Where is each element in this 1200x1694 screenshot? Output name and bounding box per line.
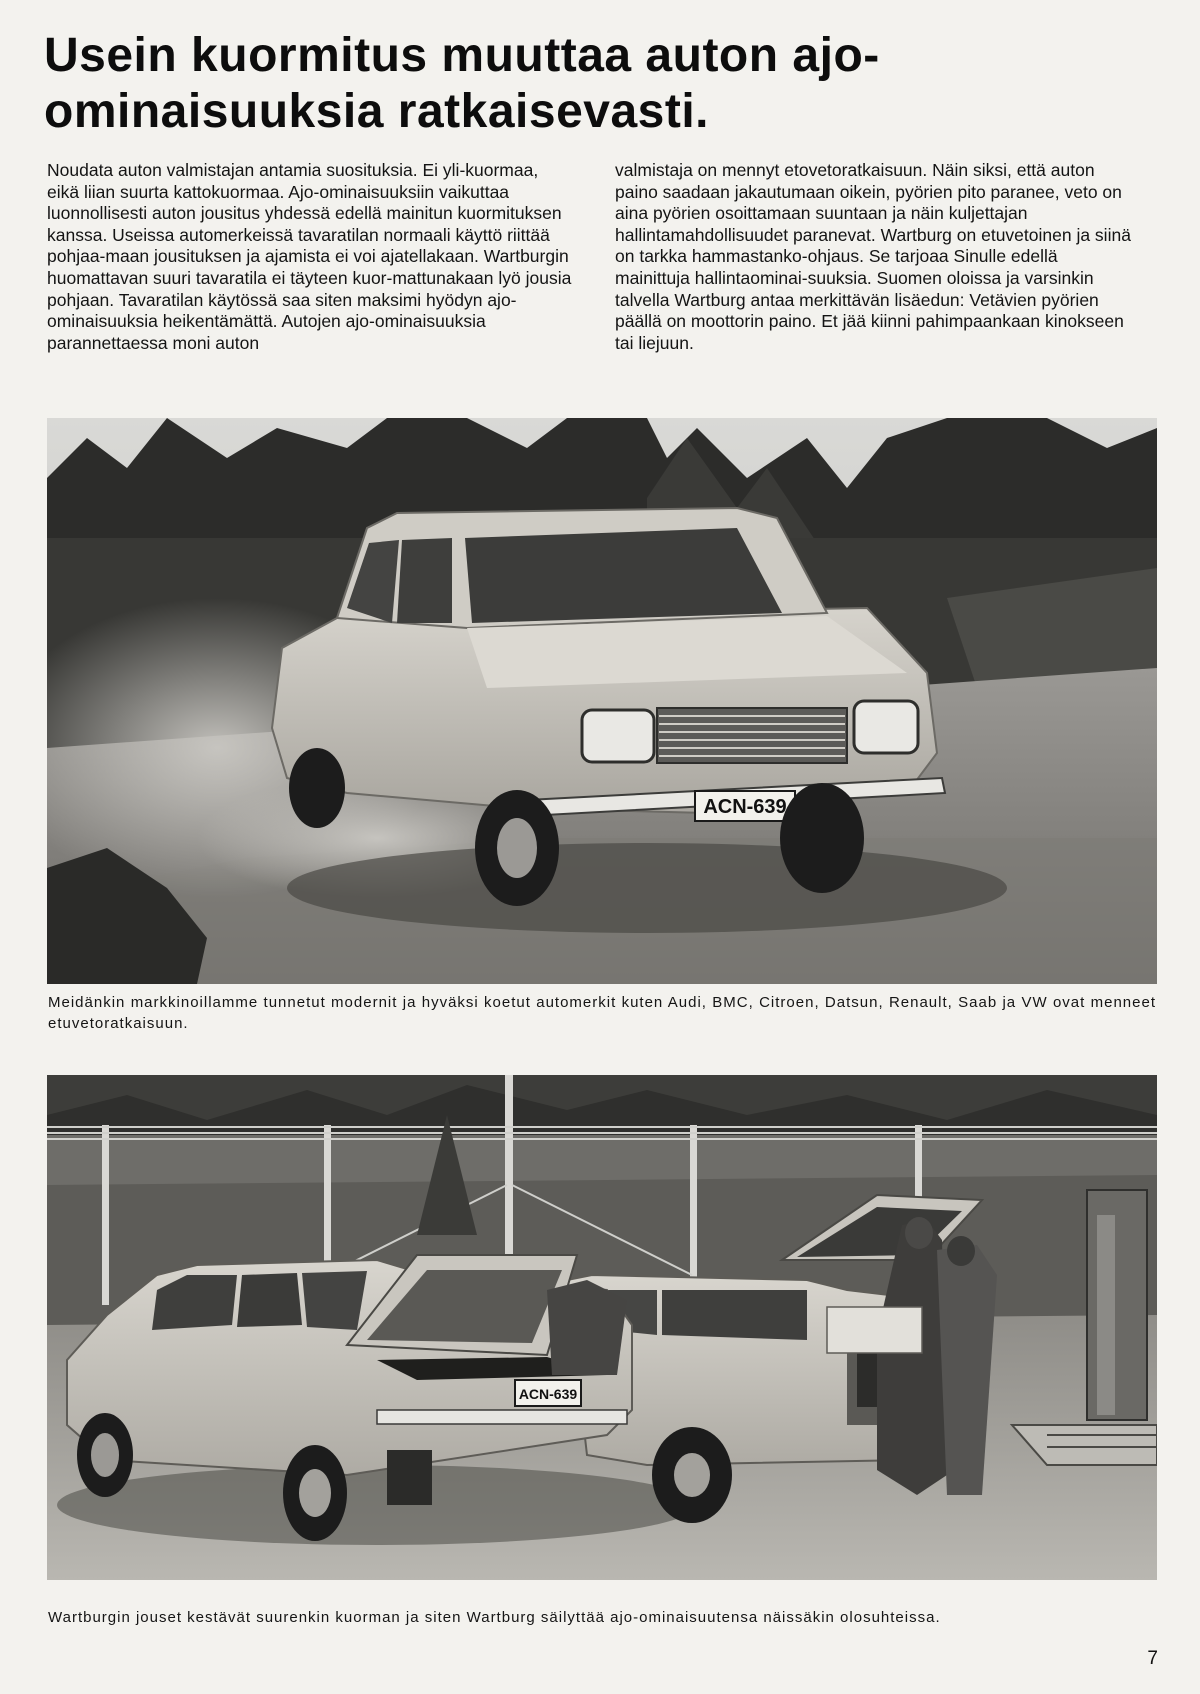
license-plate-1: ACN-639: [703, 796, 787, 818]
photo-caption-1: Meidänkin markkinoillamme tunnetut modernit ja hyväksi koetut automerkit kuten Audi, BMC, Citroen, Datsun, Renault, Saab ja VW ovat menneet etuvetoratkaisuun.: [48, 994, 1156, 1032]
photo-car-on-gravel-road: [47, 418, 1157, 984]
photo-loading-cars: [47, 1075, 1157, 1580]
headline: Usein kuormitus muuttaa auton ajo-ominaisuuksia ratkaisevasti.: [44, 29, 880, 138]
license-plate-2: ACN-639: [518, 1386, 578, 1402]
photo-car-on-gravel-road-image: [47, 418, 1157, 984]
photo-caption-2: Wartburgin jouset kestävät suurenkin kuorman ja siten Wartburg säilyttää ajo-ominaisuutensa näissäkin olosuhteissa.: [48, 1609, 941, 1626]
body-column-left: [47, 160, 575, 354]
page-number: 7: [1147, 1648, 1158, 1669]
photo-loading-cars-image: [47, 1075, 1157, 1580]
body-text-left: Noudata auton valmistajan antamia suosituksia. Ei yli-kuormaa, eikä liian suurta kattokuormaa. Ajo-ominaisuuksiin vaikuttaa luonnollisesti auton jousitus yhdessä edellä mainitun kuormituksen kanssa. Useissa automerkeissä tavaratilan normaali käyttö riittää pohjaa-maan jousituksen ja ajamista ei voi ajatellakaan. Wartburgin huomattavan suuri tavaratila ei täyteen kuor-mattunakaan lyö jousia pohjaan. Tavaratilan käytössä saa siten maksimi hyödyn ajo-ominaisuuksia heikentämättä. Autojen ajo-ominaisuuksia parannettaessa moni auton: [47, 160, 572, 353]
body-text-right: valmistaja on mennyt etovetoratkaisuun. Näin siksi, että auton paino saadaan jakautumaan oikein, pyörien pito paranee, veto on aina pyörien osoittamaan suuntaan ja näin kuljettajan hallintamahdollisuudet paranevat. Wartburg on etuvetoinen ja siinä on tarkka hammastanko-ohjaus. Se tarjoaa Sinulle edellä mainittuja hallintaominai-suuksia. Suomen oloissa ja varsinkin talvella Wartburg antaa merkittävän lisäedun: Vetävien pyörien päällä on moottorin paino. Et jää kiinni pahimpaankaan kinokseen tai liejuun.: [615, 160, 1131, 353]
body-column-right: [615, 160, 1135, 354]
